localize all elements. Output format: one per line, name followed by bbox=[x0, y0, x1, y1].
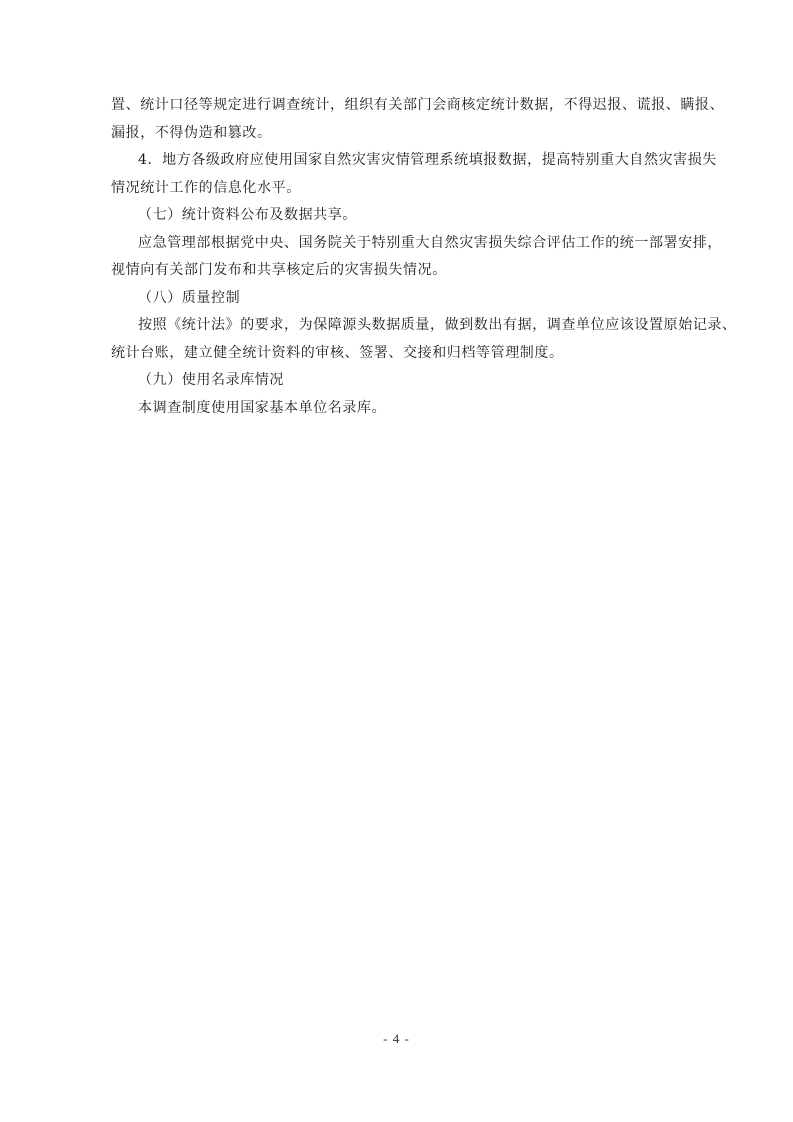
paragraph-line: 视情向有关部门发布和共享核定后的灾害损失情况。 bbox=[111, 262, 447, 278]
paragraph-line: 4．地方各级政府应使用国家自然灾害灾情管理系统填报数据，提高特别重大自然灾害损失 bbox=[138, 152, 717, 168]
paragraph-line: 本调查制度使用国家基本单位名录库。 bbox=[138, 399, 387, 416]
section-heading: （七）统计资料公布及数据共享。 bbox=[138, 207, 357, 223]
paragraph-line: 应急管理部根据党中央、国务院关于特别重大自然灾害损失综合评估工作的统一部署安排， bbox=[138, 234, 722, 251]
page-number: - 4 - bbox=[383, 1031, 410, 1046]
paragraph-line: 统计台账，建立健全统计资料的审核、签署、交接和归档等管理制度。 bbox=[111, 344, 564, 361]
paragraph-line: 情况统计工作的信息化水平。 bbox=[111, 179, 301, 196]
paragraph-line: 漏报，不得伪造和篡改。 bbox=[111, 124, 272, 141]
section-heading: （九）使用名录库情况 bbox=[138, 372, 284, 388]
section-heading: （八）质量控制 bbox=[138, 289, 241, 306]
paragraph-line: 置、统计口径等规定进行调查统计，组织有关部门会商核定统计数据，不得迟报、谎报、瞒报、 bbox=[111, 97, 725, 113]
paragraph-line: 按照《统计法》的要求，为保障源头数据质量，做到数出有据，调查单位应该设置原始记录、 bbox=[138, 317, 737, 333]
document-body bbox=[111, 92, 737, 422]
